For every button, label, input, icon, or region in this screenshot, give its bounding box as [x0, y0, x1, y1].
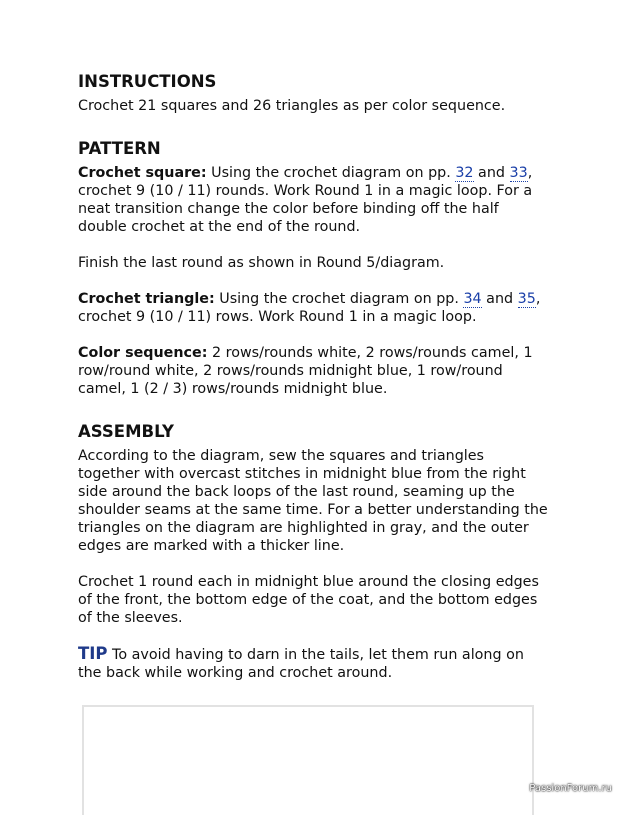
page-link-34[interactable]: 34: [463, 291, 482, 307]
pattern-heading: PATTERN: [78, 139, 161, 158]
crochet-triangle-text-b: and: [481, 291, 518, 307]
color-sequence-paragraph: [78, 344, 548, 398]
spacer: [78, 236, 548, 254]
page-link-32[interactable]: 32: [455, 165, 474, 181]
color-sequence-label: Color sequence:: [78, 345, 208, 361]
color-sequence-text: 2 rows/rounds white, 2 rows/rounds camel, 1 row/round white, 2 rows/rounds midnight blue, 1 row/round camel, 1 (2 / 3) rows/rounds midnight blue.: [78, 345, 533, 397]
assembly-paragraph-2: Crochet 1 round each in midnight blue around the closing edges of the front, the bottom edge of the coat, and the bottom edges of the sleeves.: [78, 574, 539, 626]
instructions-text: Crochet 21 squares and 26 triangles as per color sequence.: [78, 98, 506, 114]
diagram-frame: [82, 705, 534, 815]
page-link-35[interactable]: 35: [517, 291, 536, 307]
crochet-square-label: Crochet square:: [78, 165, 207, 181]
spacer: [78, 115, 548, 139]
assembly-paragraph-1: According to the diagram, sew the squares and triangles together with overcast stitches in midnight blue from the right side around the back loops of the last round, seaming up the shoulder seams at the same time. For a better understanding the triangles on the diagram are highlighted in gray, and the outer edges are marked with a thicker line.: [78, 448, 548, 554]
crochet-triangle-label: Crochet triangle:: [78, 291, 215, 307]
crochet-square-paragraph: [78, 164, 548, 236]
crochet-square-text-b: and: [473, 165, 510, 181]
spacer: [78, 398, 548, 422]
tip-text: To avoid having to darn in the tails, let them run along on the back while working and crochet around.: [78, 647, 524, 681]
spacer: [78, 555, 548, 573]
instructions-heading: INSTRUCTIONS: [78, 72, 217, 91]
page-link-33[interactable]: 33: [509, 165, 528, 181]
crochet-triangle-text-c: , crochet 9 (10 / 11) rows. Work Round 1 in a magic loop.: [78, 291, 541, 325]
crochet-square-text-a: Using the crochet diagram on pp.: [206, 165, 456, 181]
tip-paragraph: [78, 645, 548, 682]
watermark: PassionForum.ru: [529, 783, 612, 794]
spacer: [78, 272, 548, 290]
crochet-triangle-text-a: Using the crochet diagram on pp.: [214, 291, 464, 307]
crochet-square-text-c: , crochet 9 (10 / 11) rounds. Work Round 1 in a magic loop. For a neat transition change the color before binding off the half double crochet at the end of the round.: [78, 165, 533, 235]
crochet-triangle-paragraph: [78, 290, 548, 326]
spacer: [78, 326, 548, 344]
finish-round-text: Finish the last round as shown in Round 5/diagram.: [78, 255, 445, 271]
page-content: [78, 72, 548, 682]
tip-label: TIP: [78, 644, 108, 663]
assembly-heading: ASSEMBLY: [78, 422, 174, 441]
spacer: [78, 627, 548, 645]
